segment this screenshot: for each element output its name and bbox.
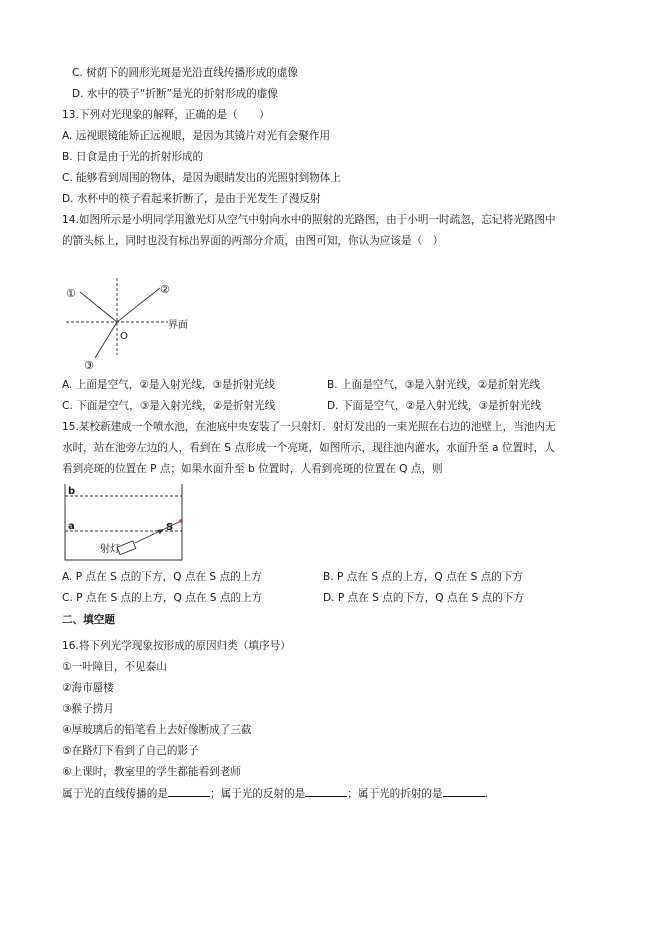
q12-option-d: D. 水中的筷子“折断”是光的折射形成的虚像: [72, 88, 278, 100]
label-a: a: [68, 521, 75, 532]
answer-blank-straight[interactable]: [168, 786, 210, 797]
label-ray-1: ①: [66, 287, 76, 300]
light-beam: [135, 521, 181, 543]
answer-end-period: .: [484, 788, 488, 800]
q16-item-1: ①一叶障目，不见泰山: [62, 661, 167, 673]
label-ray-2: ②: [160, 283, 170, 296]
label-spotlight: 射灯: [100, 544, 120, 555]
point-s: [179, 519, 183, 523]
q13-option-d: D. 水杯中的筷子看起来折断了，是由于光发生了漫反射: [62, 193, 321, 205]
answer-label-straight: 属于光的直线传播的是: [62, 788, 168, 800]
label-point-o: O: [120, 331, 128, 342]
q13-stem: 13.下列对光现象的解释，正确的是（ ）: [62, 109, 270, 121]
q15-option-d: D. P 点在 S 点的下方，Q 点在 S 点的下方: [323, 592, 524, 604]
q16-item-6: ⑥上课时，教室里的学生都能看到老师: [62, 766, 241, 778]
q14-option-c: C. 下面是空气，③是入射光线，②是折射光线: [62, 400, 276, 412]
label-interface: 界面: [168, 320, 188, 331]
q13-option-c: C. 能够看到周围的物体，是因为眼睛发出的光照射到物体上: [62, 172, 341, 184]
section-title: 二、填空题: [62, 614, 115, 626]
q14-refraction-figure: [60, 270, 210, 375]
q14-option-b: B. 上面是空气，③是入射光线，②是折射光线: [327, 379, 541, 391]
q15-stem-line3: 看到亮斑的位置在 P 点；如果水面升至 b 位置时，人看到亮斑的位置在 Q 点，则: [62, 463, 443, 475]
label-s: S: [166, 522, 174, 533]
ray-3: [95, 322, 117, 358]
label-b: b: [68, 486, 76, 497]
q16-item-5: ⑤在路灯下看到了自己的影子: [62, 745, 199, 757]
q15-option-a: A. P 点在 S 点的下方，Q 点在 S 点的上方: [62, 571, 262, 583]
ray-1: [80, 292, 117, 322]
q13-option-a: A. 远视眼镜能矫正远视眼，是因为其镜片对光有会聚作用: [62, 130, 331, 142]
q14-option-a: A. 上面是空气，②是入射光线，③是折射光线: [62, 379, 275, 391]
answer-blank-refraction[interactable]: [443, 786, 485, 797]
q16-item-4: ④厚玻璃后的铅笔看上去好像断成了三截: [62, 724, 252, 736]
q16-item-2: ②海市蜃楼: [62, 682, 114, 694]
q15-option-b: B. P 点在 S 点的上方，Q 点在 S 点的下方: [323, 571, 524, 583]
q15-pool-figure: [60, 480, 190, 565]
q14-option-d: D. 下面是空气，②是入射光线，③是折射光线: [327, 400, 541, 412]
q16-item-3: ③猴子捞月: [62, 703, 114, 715]
q12-option-c: C. 树荫下的圆形光斑是光沿直线传播形成的虚像: [72, 67, 299, 79]
q13-option-b: B. 日食是由于光的折射形成的: [62, 151, 204, 163]
ray-2: [117, 288, 160, 322]
answer-blank-reflection[interactable]: [305, 786, 347, 797]
q15-stem-line1: 15.某校新建成一个喷水池，在池底中央安装了一只射灯．射灯发出的一束光照在右边的池壁上，当池内无: [62, 421, 556, 433]
q14-stem-line1: 14.如图所示是小明同学用激光灯从空气中射向水中的照射的光路图，由于小明一时疏忽，忘记将光路图中: [62, 214, 556, 226]
q15-stem-line2: 水时，站在池旁左边的人，看到在 S 点形成一个亮斑，如图所示，现往池内灌水，水面升至 a 位置时，人: [62, 442, 555, 454]
label-ray-3: ③: [84, 359, 94, 372]
q14-stem-line2: 的箭头标上，同时也没有标出界面的两部分介质，由图可知，你认为应该是（ ）: [62, 235, 444, 247]
answer-label-reflection: ；属于光的反射的是: [209, 788, 306, 800]
answer-label-refraction: ；属于光的折射的是: [347, 788, 443, 800]
q16-answer-line: [62, 786, 488, 801]
q15-option-c: C. P 点在 S 点的上方，Q 点在 S 点的上方: [62, 592, 263, 604]
q16-stem: 16.将下列光学现象按形成的原因归类（填序号）: [62, 640, 291, 652]
